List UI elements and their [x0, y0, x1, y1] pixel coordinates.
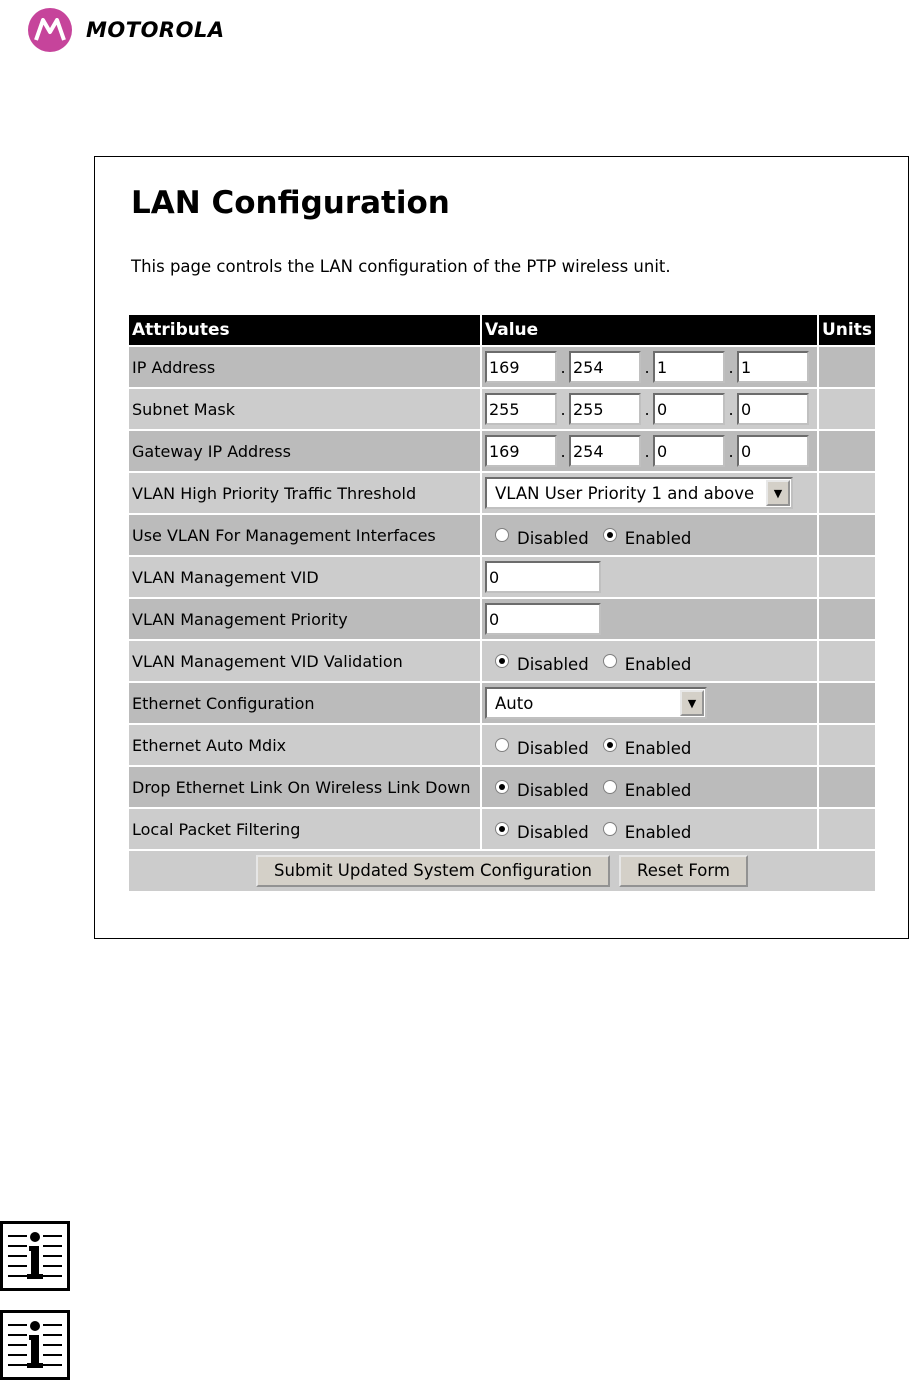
radio-enabled[interactable]: [603, 822, 617, 836]
units-cell: [819, 347, 875, 387]
radio-label-enabled: Enabled: [624, 822, 692, 842]
table-row: [129, 809, 875, 849]
row-label: Local Packet Filtering: [129, 809, 480, 849]
table-row: [129, 599, 875, 639]
lan-config-panel: [94, 156, 909, 939]
vlan-mgmt-priority-input[interactable]: [485, 603, 601, 635]
radio-label-enabled: Enabled: [624, 738, 692, 758]
packet-filtering-value: [482, 809, 817, 849]
gateway-octet-4-input[interactable]: [737, 435, 809, 467]
units-cell: [819, 683, 875, 723]
table-row: [129, 431, 875, 471]
units-cell: [819, 641, 875, 681]
row-label: Use VLAN For Management Interfaces: [129, 515, 480, 555]
motorola-logo-icon: [28, 8, 72, 52]
dot-separator: .: [644, 441, 650, 461]
radio-enabled[interactable]: [603, 654, 617, 668]
ip-octet-3-input[interactable]: [653, 351, 725, 383]
radio-label-disabled: Disabled: [517, 780, 589, 800]
actions-cell: [129, 851, 875, 891]
vlan-vid-validation-value: [482, 641, 817, 681]
dot-separator: .: [644, 357, 650, 377]
header-attributes: Attributes: [129, 315, 480, 345]
units-cell: [819, 809, 875, 849]
radio-label-disabled: Disabled: [517, 738, 589, 758]
radio-label-disabled: Disabled: [517, 822, 589, 842]
radio-enabled[interactable]: [603, 528, 617, 542]
table-row: [129, 515, 875, 555]
units-cell: [819, 599, 875, 639]
subnet-octet-3-input[interactable]: [653, 393, 725, 425]
info-icon: [0, 1221, 70, 1291]
subnet-octet-2-input[interactable]: [569, 393, 641, 425]
dropdown-arrow-icon[interactable]: ▼: [680, 690, 704, 716]
row-label: VLAN Management VID Validation: [129, 641, 480, 681]
dot-separator: .: [728, 441, 734, 461]
row-label: VLAN High Priority Traffic Threshold: [129, 473, 480, 513]
table-header-row: [129, 315, 875, 345]
units-cell: [819, 557, 875, 597]
radio-enabled[interactable]: [603, 738, 617, 752]
submit-button[interactable]: Submit Updated System Configuration: [256, 855, 610, 887]
page-title: LAN Configuration: [131, 185, 450, 221]
units-cell: [819, 725, 875, 765]
table-row: [129, 767, 875, 807]
select-value: Auto: [495, 693, 534, 713]
table-row: [129, 473, 875, 513]
radio-disabled[interactable]: [495, 528, 509, 542]
table-row: [129, 347, 875, 387]
actions-row: [129, 851, 875, 891]
gateway-ip-value: [482, 431, 817, 471]
radio-disabled[interactable]: [495, 654, 509, 668]
dot-separator: .: [728, 399, 734, 419]
row-label: Subnet Mask: [129, 389, 480, 429]
radio-disabled[interactable]: [495, 822, 509, 836]
brand-name: MOTOROLA: [86, 18, 225, 42]
select-value: VLAN User Priority 1 and above: [495, 483, 755, 503]
row-label: IP Address: [129, 347, 480, 387]
dot-separator: .: [644, 399, 650, 419]
gateway-octet-2-input[interactable]: [569, 435, 641, 467]
radio-label-enabled: Enabled: [624, 528, 692, 548]
vlan-threshold-select[interactable]: [485, 477, 793, 509]
dropdown-arrow-icon[interactable]: ▼: [766, 480, 790, 506]
config-table: [127, 313, 877, 893]
gateway-octet-3-input[interactable]: [653, 435, 725, 467]
header-units: Units: [819, 315, 875, 345]
page-description: This page controls the LAN configuration of the PTP wireless unit.: [131, 257, 671, 276]
row-label: Drop Ethernet Link On Wireless Link Down: [129, 767, 480, 807]
row-label: Ethernet Auto Mdix: [129, 725, 480, 765]
ip-address-value: [482, 347, 817, 387]
auto-mdix-value: [482, 725, 817, 765]
dot-separator: .: [728, 357, 734, 377]
vlan-threshold-value: [482, 473, 817, 513]
table-row: [129, 389, 875, 429]
vlan-mgmt-priority-value: [482, 599, 817, 639]
radio-label-enabled: Enabled: [624, 654, 692, 674]
radio-label-enabled: Enabled: [624, 780, 692, 800]
radio-enabled[interactable]: [603, 780, 617, 794]
row-label: VLAN Management VID: [129, 557, 480, 597]
header-logo: [28, 6, 225, 54]
row-label: Gateway IP Address: [129, 431, 480, 471]
gateway-octet-1-input[interactable]: [485, 435, 557, 467]
units-cell: [819, 767, 875, 807]
radio-label-disabled: Disabled: [517, 528, 589, 548]
vlan-mgmt-vid-input[interactable]: [485, 561, 601, 593]
dot-separator: .: [560, 399, 566, 419]
subnet-octet-4-input[interactable]: [737, 393, 809, 425]
radio-disabled[interactable]: [495, 738, 509, 752]
header-value: Value: [482, 315, 817, 345]
table-row: [129, 557, 875, 597]
ip-octet-4-input[interactable]: [737, 351, 809, 383]
table-row: [129, 725, 875, 765]
vlan-mgmt-vid-value: [482, 557, 817, 597]
units-cell: [819, 431, 875, 471]
units-cell: [819, 473, 875, 513]
table-row: [129, 683, 875, 723]
ethernet-config-value: [482, 683, 817, 723]
subnet-octet-1-input[interactable]: [485, 393, 557, 425]
ethernet-config-select[interactable]: [485, 687, 707, 719]
dot-separator: .: [560, 357, 566, 377]
ip-octet-2-input[interactable]: [569, 351, 641, 383]
ip-octet-1-input[interactable]: [485, 351, 557, 383]
row-label: VLAN Management Priority: [129, 599, 480, 639]
radio-disabled[interactable]: [495, 780, 509, 794]
info-icon: [0, 1310, 70, 1380]
units-cell: [819, 515, 875, 555]
subnet-mask-value: [482, 389, 817, 429]
use-vlan-mgmt-value: [482, 515, 817, 555]
table-row: [129, 641, 875, 681]
units-cell: [819, 389, 875, 429]
radio-label-disabled: Disabled: [517, 654, 589, 674]
dot-separator: .: [560, 441, 566, 461]
drop-link-value: [482, 767, 817, 807]
reset-button[interactable]: Reset Form: [619, 855, 748, 887]
row-label: Ethernet Configuration: [129, 683, 480, 723]
